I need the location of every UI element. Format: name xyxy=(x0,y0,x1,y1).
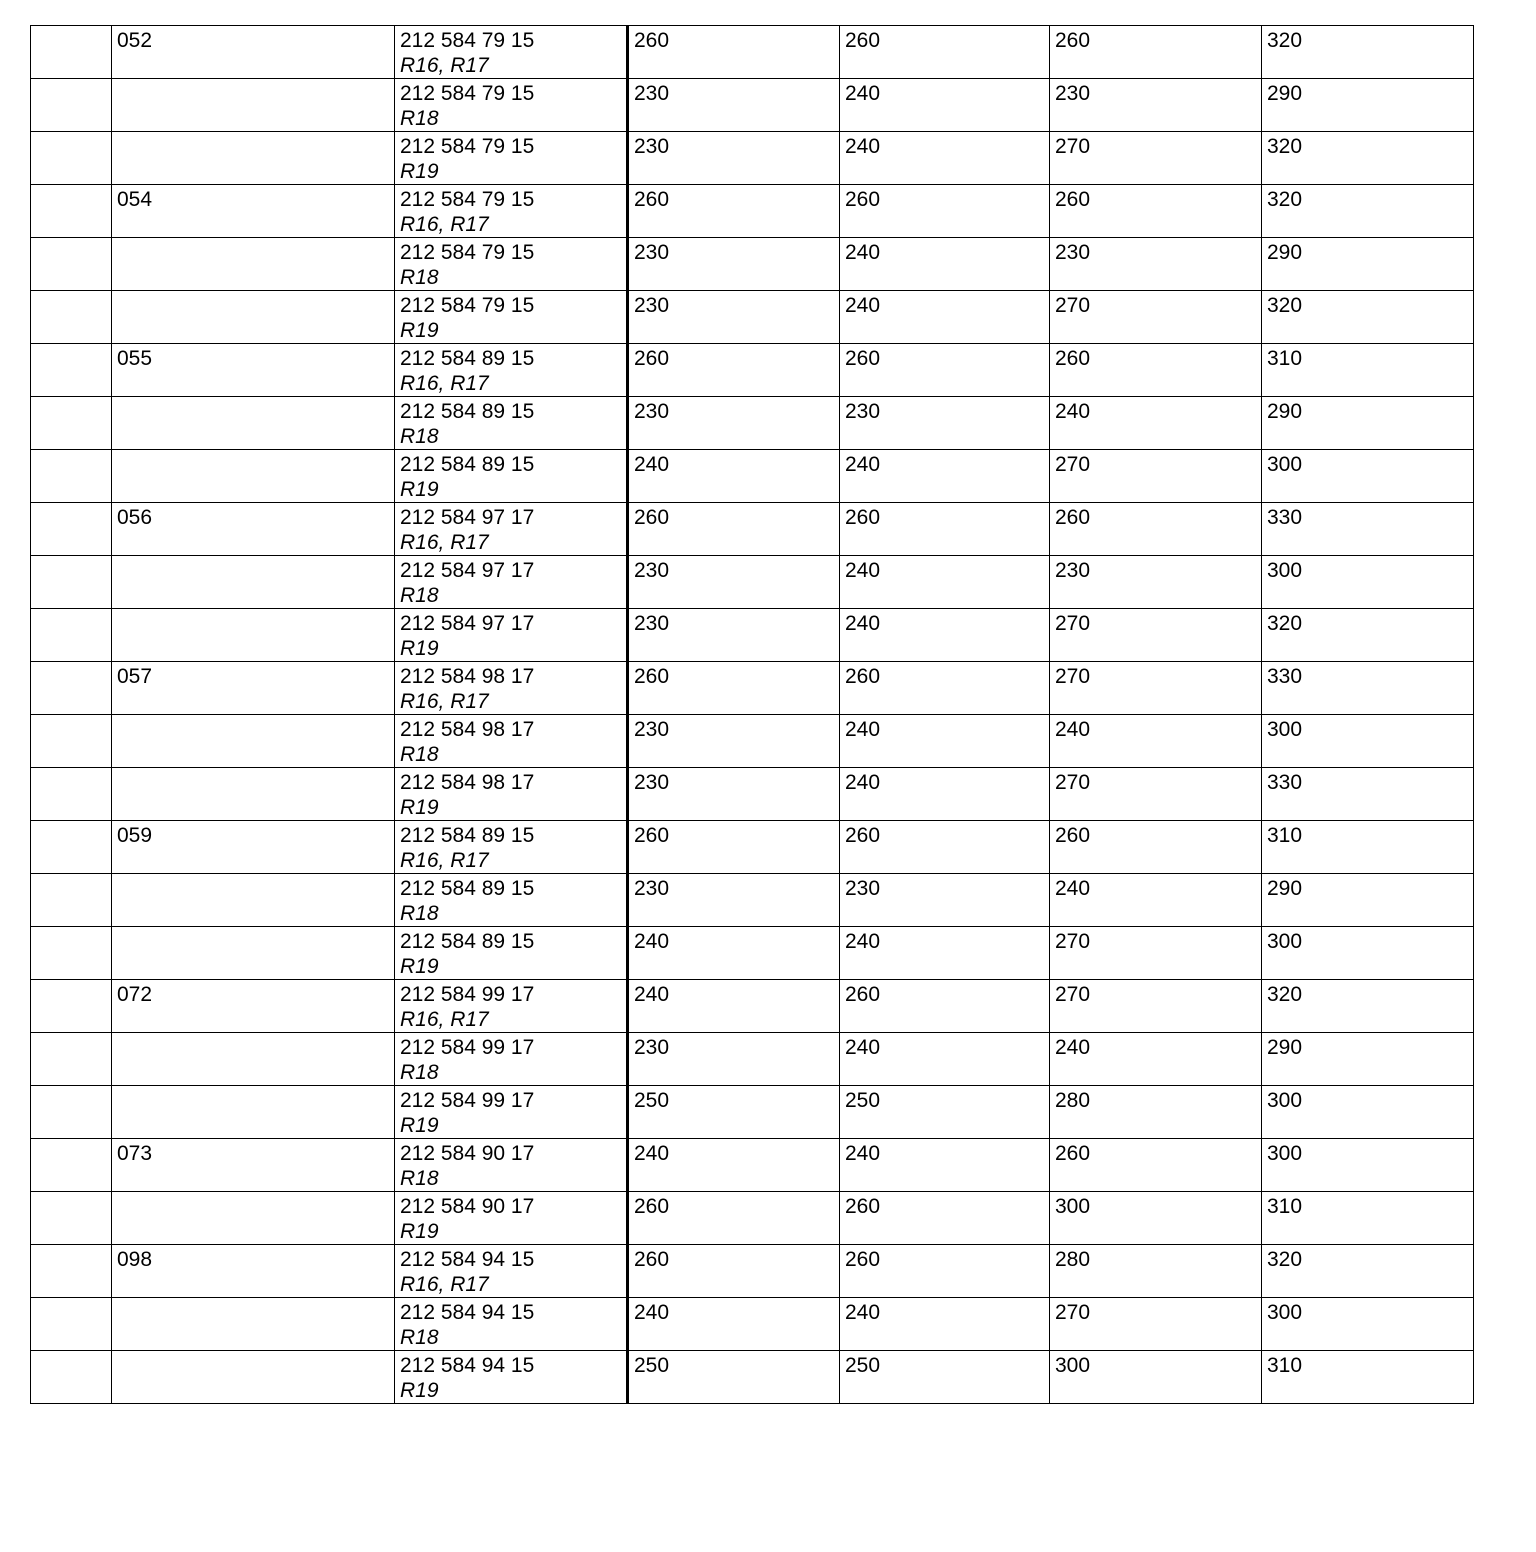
value-cell-2: 240 xyxy=(840,715,1050,768)
blank-cell xyxy=(31,927,112,980)
part-number-cell xyxy=(395,927,628,980)
value-cell-2: 260 xyxy=(840,662,1050,715)
value-cell-3: 270 xyxy=(1050,768,1262,821)
value-cell-4: 320 xyxy=(1262,609,1474,662)
value-cell-2: 260 xyxy=(840,26,1050,79)
value-cell-4: 330 xyxy=(1262,768,1474,821)
value-cell-4: 290 xyxy=(1262,79,1474,132)
part-number: 212 584 99 17 xyxy=(400,1036,535,1059)
value-cell-4: 300 xyxy=(1262,450,1474,503)
group-cell: 098 xyxy=(112,1245,395,1298)
table-row xyxy=(31,821,1474,874)
value-cell-4: 310 xyxy=(1262,344,1474,397)
value-cell-3: 260 xyxy=(1050,344,1262,397)
part-number: 212 584 97 17 xyxy=(400,559,535,582)
group-cell xyxy=(112,291,395,344)
value-cell-3: 260 xyxy=(1050,821,1262,874)
part-number-cell xyxy=(395,662,628,715)
table-row xyxy=(31,1086,1474,1139)
value-cell-1: 230 xyxy=(628,397,840,450)
value-cell-3: 260 xyxy=(1050,185,1262,238)
part-number: 212 584 79 15 xyxy=(400,29,535,52)
group-cell: 052 xyxy=(112,26,395,79)
table-row xyxy=(31,1139,1474,1192)
value-cell-4: 290 xyxy=(1262,397,1474,450)
value-cell-4: 300 xyxy=(1262,1086,1474,1139)
revision-label: R19 xyxy=(400,955,439,978)
table-row xyxy=(31,980,1474,1033)
part-number: 212 584 79 15 xyxy=(400,241,535,264)
document-page xyxy=(30,25,1474,1404)
value-cell-1: 230 xyxy=(628,79,840,132)
value-cell-3: 270 xyxy=(1050,980,1262,1033)
value-cell-2: 240 xyxy=(840,291,1050,344)
table-row xyxy=(31,132,1474,185)
group-cell xyxy=(112,768,395,821)
value-cell-4: 330 xyxy=(1262,662,1474,715)
group-cell xyxy=(112,1192,395,1245)
value-cell-1: 240 xyxy=(628,980,840,1033)
table-row xyxy=(31,503,1474,556)
value-cell-4: 310 xyxy=(1262,821,1474,874)
value-cell-1: 260 xyxy=(628,344,840,397)
blank-cell xyxy=(31,1245,112,1298)
part-number: 212 584 94 15 xyxy=(400,1354,535,1377)
table-row xyxy=(31,609,1474,662)
part-number-cell xyxy=(395,821,628,874)
value-cell-1: 230 xyxy=(628,874,840,927)
part-number: 212 584 98 17 xyxy=(400,718,535,741)
part-number-cell xyxy=(395,874,628,927)
part-number-cell xyxy=(395,1351,628,1404)
table-row xyxy=(31,1192,1474,1245)
revision-label: R18 xyxy=(400,266,439,289)
part-number-cell xyxy=(395,1298,628,1351)
value-cell-4: 310 xyxy=(1262,1192,1474,1245)
revision-label: R16, R17 xyxy=(400,1273,489,1296)
value-cell-3: 280 xyxy=(1050,1086,1262,1139)
group-cell: 073 xyxy=(112,1139,395,1192)
value-cell-1: 230 xyxy=(628,556,840,609)
revision-label: R16, R17 xyxy=(400,531,489,554)
group-cell xyxy=(112,132,395,185)
part-number-cell xyxy=(395,609,628,662)
part-number: 212 584 97 17 xyxy=(400,506,535,529)
group-cell: 056 xyxy=(112,503,395,556)
part-number: 212 584 99 17 xyxy=(400,1089,535,1112)
revision-label: R19 xyxy=(400,1379,439,1402)
value-cell-4: 320 xyxy=(1262,26,1474,79)
revision-label: R16, R17 xyxy=(400,1008,489,1031)
blank-cell xyxy=(31,238,112,291)
part-number: 212 584 98 17 xyxy=(400,771,535,794)
value-cell-1: 260 xyxy=(628,185,840,238)
part-number: 212 584 89 15 xyxy=(400,453,535,476)
value-cell-1: 230 xyxy=(628,715,840,768)
value-cell-1: 240 xyxy=(628,1298,840,1351)
part-number: 212 584 98 17 xyxy=(400,665,535,688)
data-table xyxy=(30,25,1474,1404)
part-number: 212 584 90 17 xyxy=(400,1142,535,1165)
value-cell-4: 300 xyxy=(1262,1139,1474,1192)
blank-cell xyxy=(31,291,112,344)
blank-cell xyxy=(31,1192,112,1245)
value-cell-2: 260 xyxy=(840,185,1050,238)
revision-label: R18 xyxy=(400,1061,439,1084)
blank-cell xyxy=(31,79,112,132)
table-row xyxy=(31,79,1474,132)
revision-label: R18 xyxy=(400,425,439,448)
group-cell: 057 xyxy=(112,662,395,715)
part-number-cell xyxy=(395,79,628,132)
value-cell-2: 240 xyxy=(840,609,1050,662)
blank-cell xyxy=(31,874,112,927)
group-cell xyxy=(112,1086,395,1139)
value-cell-4: 300 xyxy=(1262,715,1474,768)
table-body xyxy=(31,26,1474,1404)
value-cell-4: 310 xyxy=(1262,1351,1474,1404)
part-number-cell xyxy=(395,768,628,821)
value-cell-3: 270 xyxy=(1050,609,1262,662)
part-number: 212 584 90 17 xyxy=(400,1195,535,1218)
revision-label: R18 xyxy=(400,584,439,607)
table-row xyxy=(31,397,1474,450)
table-row xyxy=(31,1351,1474,1404)
blank-cell xyxy=(31,556,112,609)
revision-label: R19 xyxy=(400,160,439,183)
group-cell xyxy=(112,874,395,927)
value-cell-3: 230 xyxy=(1050,79,1262,132)
value-cell-1: 260 xyxy=(628,26,840,79)
value-cell-2: 240 xyxy=(840,768,1050,821)
value-cell-1: 250 xyxy=(628,1351,840,1404)
value-cell-4: 330 xyxy=(1262,503,1474,556)
value-cell-3: 270 xyxy=(1050,291,1262,344)
blank-cell xyxy=(31,185,112,238)
value-cell-3: 260 xyxy=(1050,503,1262,556)
group-cell xyxy=(112,79,395,132)
value-cell-2: 240 xyxy=(840,238,1050,291)
value-cell-4: 290 xyxy=(1262,238,1474,291)
value-cell-2: 260 xyxy=(840,980,1050,1033)
part-number-cell xyxy=(395,1245,628,1298)
value-cell-4: 320 xyxy=(1262,291,1474,344)
table-row xyxy=(31,1245,1474,1298)
table-row xyxy=(31,768,1474,821)
value-cell-2: 230 xyxy=(840,874,1050,927)
part-number-cell xyxy=(395,1139,628,1192)
group-cell: 055 xyxy=(112,344,395,397)
part-number-cell xyxy=(395,291,628,344)
value-cell-1: 230 xyxy=(628,768,840,821)
value-cell-3: 230 xyxy=(1050,556,1262,609)
table-row xyxy=(31,344,1474,397)
table-row xyxy=(31,927,1474,980)
revision-label: R19 xyxy=(400,637,439,660)
part-number-cell xyxy=(395,1086,628,1139)
blank-cell xyxy=(31,768,112,821)
part-number: 212 584 94 15 xyxy=(400,1248,535,1271)
value-cell-1: 230 xyxy=(628,1033,840,1086)
group-cell: 059 xyxy=(112,821,395,874)
part-number-cell xyxy=(395,238,628,291)
value-cell-3: 260 xyxy=(1050,1139,1262,1192)
part-number-cell xyxy=(395,980,628,1033)
revision-label: R19 xyxy=(400,319,439,342)
value-cell-4: 320 xyxy=(1262,132,1474,185)
value-cell-2: 240 xyxy=(840,1139,1050,1192)
value-cell-3: 300 xyxy=(1050,1351,1262,1404)
blank-cell xyxy=(31,344,112,397)
revision-label: R16, R17 xyxy=(400,213,489,236)
value-cell-1: 230 xyxy=(628,609,840,662)
part-number-cell xyxy=(395,132,628,185)
value-cell-3: 240 xyxy=(1050,715,1262,768)
part-number: 212 584 79 15 xyxy=(400,82,535,105)
value-cell-4: 320 xyxy=(1262,185,1474,238)
blank-cell xyxy=(31,980,112,1033)
value-cell-3: 270 xyxy=(1050,662,1262,715)
revision-label: R18 xyxy=(400,1326,439,1349)
part-number: 212 584 89 15 xyxy=(400,347,535,370)
value-cell-2: 260 xyxy=(840,1192,1050,1245)
group-cell xyxy=(112,1033,395,1086)
value-cell-1: 240 xyxy=(628,1139,840,1192)
blank-cell xyxy=(31,1298,112,1351)
part-number: 212 584 89 15 xyxy=(400,824,535,847)
value-cell-1: 260 xyxy=(628,1245,840,1298)
group-cell xyxy=(112,609,395,662)
value-cell-1: 230 xyxy=(628,291,840,344)
value-cell-1: 240 xyxy=(628,450,840,503)
part-number-cell xyxy=(395,450,628,503)
value-cell-3: 270 xyxy=(1050,450,1262,503)
table-row xyxy=(31,715,1474,768)
value-cell-2: 240 xyxy=(840,927,1050,980)
value-cell-2: 260 xyxy=(840,503,1050,556)
revision-label: R19 xyxy=(400,796,439,819)
group-cell xyxy=(112,556,395,609)
value-cell-2: 260 xyxy=(840,821,1050,874)
revision-label: R16, R17 xyxy=(400,849,489,872)
value-cell-1: 260 xyxy=(628,503,840,556)
value-cell-1: 260 xyxy=(628,662,840,715)
value-cell-2: 250 xyxy=(840,1086,1050,1139)
table-row xyxy=(31,238,1474,291)
revision-label: R19 xyxy=(400,478,439,501)
table-row xyxy=(31,291,1474,344)
revision-label: R16, R17 xyxy=(400,690,489,713)
blank-cell xyxy=(31,1086,112,1139)
value-cell-2: 240 xyxy=(840,132,1050,185)
value-cell-2: 260 xyxy=(840,344,1050,397)
value-cell-1: 240 xyxy=(628,927,840,980)
part-number: 212 584 79 15 xyxy=(400,135,535,158)
value-cell-3: 240 xyxy=(1050,1033,1262,1086)
part-number-cell xyxy=(395,397,628,450)
value-cell-3: 230 xyxy=(1050,238,1262,291)
value-cell-3: 240 xyxy=(1050,874,1262,927)
value-cell-1: 230 xyxy=(628,238,840,291)
value-cell-3: 270 xyxy=(1050,1298,1262,1351)
value-cell-4: 290 xyxy=(1262,874,1474,927)
part-number-cell xyxy=(395,556,628,609)
group-cell xyxy=(112,927,395,980)
value-cell-3: 260 xyxy=(1050,26,1262,79)
value-cell-4: 290 xyxy=(1262,1033,1474,1086)
value-cell-1: 230 xyxy=(628,132,840,185)
value-cell-2: 240 xyxy=(840,1298,1050,1351)
value-cell-4: 300 xyxy=(1262,556,1474,609)
part-number-cell xyxy=(395,344,628,397)
part-number-cell xyxy=(395,185,628,238)
part-number: 212 584 89 15 xyxy=(400,930,535,953)
part-number: 212 584 79 15 xyxy=(400,294,535,317)
part-number: 212 584 99 17 xyxy=(400,983,535,1006)
revision-label: R16, R17 xyxy=(400,54,489,77)
table-row xyxy=(31,450,1474,503)
revision-label: R19 xyxy=(400,1114,439,1137)
part-number: 212 584 89 15 xyxy=(400,400,535,423)
blank-cell xyxy=(31,450,112,503)
value-cell-3: 300 xyxy=(1050,1192,1262,1245)
part-number-cell xyxy=(395,1033,628,1086)
value-cell-4: 300 xyxy=(1262,927,1474,980)
value-cell-1: 260 xyxy=(628,821,840,874)
blank-cell xyxy=(31,397,112,450)
blank-cell xyxy=(31,609,112,662)
blank-cell xyxy=(31,26,112,79)
value-cell-2: 260 xyxy=(840,1245,1050,1298)
blank-cell xyxy=(31,132,112,185)
revision-label: R16, R17 xyxy=(400,372,489,395)
blank-cell xyxy=(31,1139,112,1192)
table-row xyxy=(31,662,1474,715)
revision-label: R18 xyxy=(400,902,439,925)
part-number-cell xyxy=(395,1192,628,1245)
group-cell: 072 xyxy=(112,980,395,1033)
part-number-cell xyxy=(395,715,628,768)
table-row xyxy=(31,874,1474,927)
group-cell xyxy=(112,1298,395,1351)
part-number: 212 584 97 17 xyxy=(400,612,535,635)
blank-cell xyxy=(31,503,112,556)
value-cell-3: 270 xyxy=(1050,927,1262,980)
value-cell-3: 280 xyxy=(1050,1245,1262,1298)
value-cell-2: 240 xyxy=(840,450,1050,503)
value-cell-3: 270 xyxy=(1050,132,1262,185)
value-cell-3: 240 xyxy=(1050,397,1262,450)
revision-label: R19 xyxy=(400,1220,439,1243)
blank-cell xyxy=(31,715,112,768)
group-cell xyxy=(112,1351,395,1404)
table-row xyxy=(31,1298,1474,1351)
value-cell-2: 240 xyxy=(840,1033,1050,1086)
value-cell-2: 240 xyxy=(840,556,1050,609)
group-cell xyxy=(112,715,395,768)
blank-cell xyxy=(31,662,112,715)
revision-label: R18 xyxy=(400,1167,439,1190)
revision-label: R18 xyxy=(400,743,439,766)
blank-cell xyxy=(31,1351,112,1404)
revision-label: R18 xyxy=(400,107,439,130)
value-cell-2: 250 xyxy=(840,1351,1050,1404)
group-cell: 054 xyxy=(112,185,395,238)
part-number: 212 584 79 15 xyxy=(400,188,535,211)
value-cell-4: 300 xyxy=(1262,1298,1474,1351)
value-cell-4: 320 xyxy=(1262,980,1474,1033)
group-cell xyxy=(112,397,395,450)
part-number: 212 584 94 15 xyxy=(400,1301,535,1324)
value-cell-2: 240 xyxy=(840,79,1050,132)
table-row xyxy=(31,556,1474,609)
table-row xyxy=(31,1033,1474,1086)
value-cell-4: 320 xyxy=(1262,1245,1474,1298)
part-number-cell xyxy=(395,26,628,79)
value-cell-1: 250 xyxy=(628,1086,840,1139)
part-number: 212 584 89 15 xyxy=(400,877,535,900)
blank-cell xyxy=(31,1033,112,1086)
value-cell-2: 230 xyxy=(840,397,1050,450)
group-cell xyxy=(112,238,395,291)
table-row xyxy=(31,185,1474,238)
blank-cell xyxy=(31,821,112,874)
part-number-cell xyxy=(395,503,628,556)
group-cell xyxy=(112,450,395,503)
table-row xyxy=(31,26,1474,79)
value-cell-1: 260 xyxy=(628,1192,840,1245)
